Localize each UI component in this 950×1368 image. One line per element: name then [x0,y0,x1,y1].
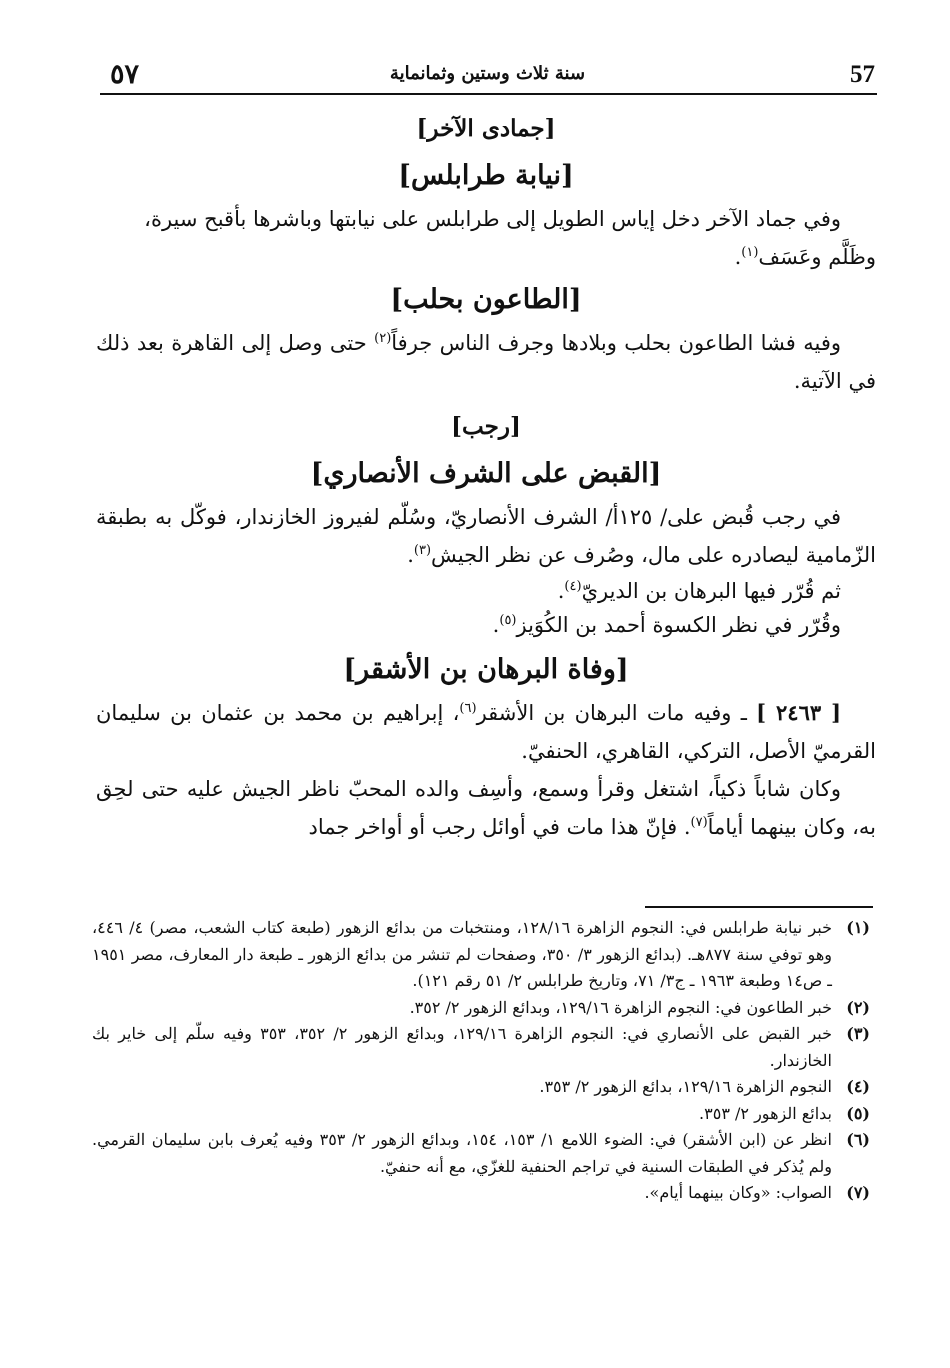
paragraph-tripoli [96,200,876,238]
main-text [96,106,876,846]
footnote-ref-7[interactable]: (٧) [690,815,708,830]
section-heading-plague: [الطاعون بحلب] [390,284,582,315]
footnote-ref-6[interactable]: (٦) [459,701,477,716]
footnote-ref-3[interactable]: (٣) [413,543,432,558]
footnote-7 [92,1180,870,1207]
month-heading-rajab: [رجب] [451,413,521,440]
paragraph-plague [96,324,876,400]
section-heading-death: [وفاة البرهان بن الأشقر] [343,654,629,685]
footnote-text: خبر الطاعون في: النجوم الزاهرة ١٢٩/١٦، وبدائع الزهور ٢/ ٣٥٢. [409,997,832,1017]
footnote-number: (٧) [846,1183,870,1202]
footnote-5 [92,1101,870,1128]
footnote-text: بدائع الزهور ٢/ ٣٥٣. [699,1103,832,1123]
paragraph-arrest-end: . [407,543,414,567]
line-burhan-diri-text: ثم قُرّر فيها البرهان بن الديريّ [581,579,841,603]
section-heading-tripoli: [نيابة طرابلس] [398,160,574,191]
footnote-text: الصواب: «وكان بينهما أيام». [644,1183,832,1202]
page-number-latin: 57 [850,61,875,88]
page-header [100,55,875,95]
paragraph-death-text-b: ، إبراهيم بن محمد بن عثمان بن سليمان القرميّ الأصل، التركي، القاهري، الحنفيّ. [96,701,876,763]
paragraph-death2-text-b: . فإنّ هذا مات في أوائل رجب أو أواخر جماد [308,815,691,839]
footnote-text: النجوم الزاهرة ١٢٩/١٦، بدائع الزهور ٢/ ٣٥٣. [539,1077,832,1096]
line-burhan-diri [96,574,876,608]
page-number-arabic: ٥٧ [110,59,140,90]
entry-number: [ ٢٤٦٣ ] [756,700,842,725]
footnote-number: (٤) [846,1077,870,1096]
footnote-text: خبر نيابة طرابلس في: النجوم الزاهرة ١٢٨/١٦، ومنتخبات من بدائع الزهور (طبعة كتاب الشعب، مصر) ٤/ ٤٤٦، وهو توفي سنة ٨٧٧هـ. (بدائع الزهور ٣/ ٣٥٠، وصفحات لم تنشر من بدائع الزهور ـ طبعة دار المعارف، مصر ١٩٥١ ـ ص١٤ وطبعة ١٩٦٣ ـ ج٣/ ٧١، وتاريخ طرابلس ٢/ ٥١ رقم ١٢١). [92,918,833,990]
paragraph-death [96,694,876,770]
line-kiswa-end: . [492,613,500,637]
footnote-2 [92,995,870,1022]
footnote-separator [645,906,873,908]
footnote-text: خبر القبض على الأنصاري في: النجوم الزاهرة ١٢٩/١٦، وبدائع الزهور ٢/ ٣٥٢، ٣٥٣ وفيه سلّم إلى خاير بك الخازندار. [92,1024,833,1070]
section-heading-arrest: [القبض على الشرف الأنصاري] [310,458,662,489]
header-rule [100,93,877,95]
paragraph-death-text-a: ـ وفيه مات البرهان بن الأشقر [476,701,757,725]
footnote-ref-2[interactable]: (٢) [374,331,392,346]
footnote-number: (٥) [846,1103,870,1123]
month-heading-jumada: [جمادى الآخر] [416,115,556,142]
footnotes [92,915,870,1207]
footnote-number: (١) [846,918,870,937]
footnote-number: (٦) [846,1130,870,1149]
footnote-number: (٣) [846,1024,870,1043]
footnote-6 [92,1127,870,1180]
line-kiswa-text: وقُرّر في نظر الكسوة أحمد بن الكُوَيز [516,613,841,637]
footnote-ref-1[interactable]: (١) [741,245,759,260]
footnote-ref-5[interactable]: (٥) [499,613,517,628]
footnote-3 [92,1021,870,1074]
paragraph-death-2 [96,770,876,846]
paragraph-arrest [96,498,876,574]
footnote-text: انظر عن (ابن الأشقر) في: الضوء اللامع ١/ ١٥٣، ١٥٤، وبدائع الزهور ٢/ ٣٥٣ وفيه يُعرف بابن سليمان القرمي. ولم يُذكر في الطبقات السنية في تراجم الحنفية للغزّي، مع أنه حنفيّ. [92,1130,833,1176]
line-burhan-diri-end: . [557,579,565,603]
paragraph-plague-text-a: وفيه فشا الطاعون بحلب وبلادها وجرف الناس جرفاً [391,331,842,355]
paragraph-plague-text-b: حتى وصل إلى القاهرة بعد ذلك في الآتية. [96,331,876,393]
line-kiswa [96,608,876,642]
paragraph-tripoli-line2: وظَلَّم وعَسَف [758,245,876,269]
footnote-number: (٢) [846,997,870,1017]
paragraph-tripoli-end: . [734,245,742,269]
footnote-1 [92,915,870,995]
footnote-4 [92,1074,870,1101]
paragraph-tripoli-line1: وفي جماد الآخر دخل إياس الطويل إلى طرابلس على نيابتها وباشرها بأقبح سيرة، [144,207,841,231]
paragraph-arrest-text: في رجب قُبض على/ ١٢٥أ/ الشرف الأنصاريّ، وسُلّم لفيروز الخازندار، فوكّل به بطبقة الزّمامية ليصادره على مال، وصُرف عن نظر الجيش [96,505,876,567]
paragraph-tripoli-cont [96,238,876,276]
running-title: سنة ثلاث وستين وثمانماية [389,63,586,84]
footnote-ref-4[interactable]: (٤) [564,579,582,594]
paragraph-death2-text-a: وكان شاباً ذكياً، اشتغل وقرأ وسمع، وأسِف والده المحبّ ناظر الجيش عليه حتى لحِق به، وكان بينهما أياماً [96,777,876,839]
